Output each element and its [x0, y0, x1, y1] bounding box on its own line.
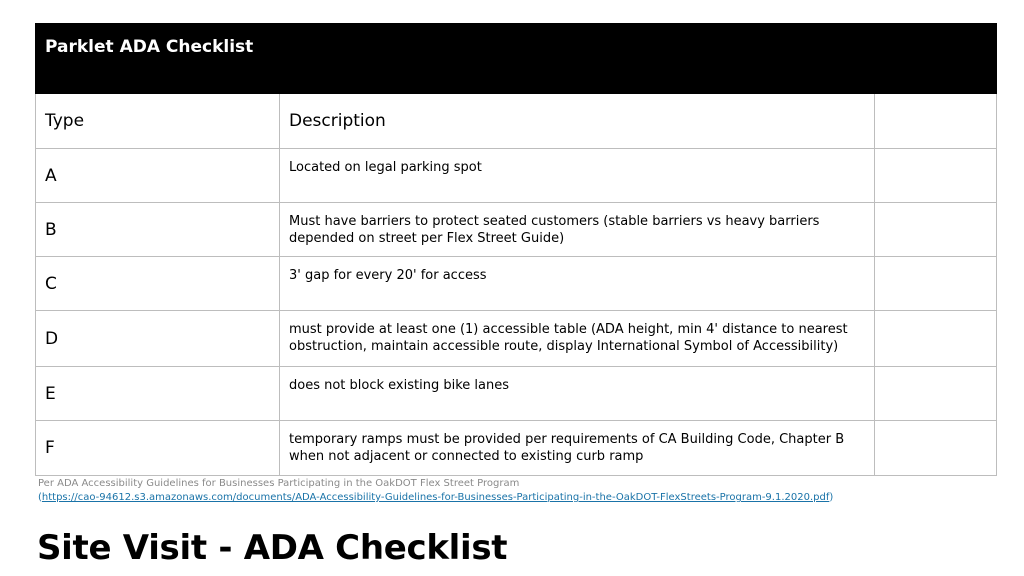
source-note: Per ADA Accessibility Guidelines for Businesses Participating in the OakDOT Flex Street Program	[38, 478, 520, 489]
empty-column-header	[875, 94, 997, 149]
row-description: Must have barriers to protect seated customers (stable barriers vs heavy barriers depended on street per Flex Street Guide)	[280, 203, 875, 257]
row-description: does not block existing bike lanes	[280, 367, 875, 421]
description-column-header: Description	[280, 94, 875, 149]
row-description: must provide at least one (1) accessible table (ADA height, min 4' distance to nearest obstruction, maintain accessible route, display International Symbol of Accessibility)	[280, 311, 875, 367]
table-row	[36, 203, 997, 257]
row-empty-cell	[875, 311, 997, 367]
source-link-line	[38, 491, 833, 504]
row-type: D	[36, 311, 280, 367]
table-title: Parklet ADA Checklist	[36, 24, 280, 94]
row-type: C	[36, 257, 280, 311]
column-header-row	[36, 94, 997, 149]
row-description: Located on legal parking spot	[280, 149, 875, 203]
close-paren: )	[829, 492, 834, 503]
row-empty-cell	[875, 203, 997, 257]
row-type: B	[36, 203, 280, 257]
slide-title: Site Visit - ADA Checklist	[37, 528, 508, 568]
table-row	[36, 311, 997, 367]
row-empty-cell	[875, 367, 997, 421]
table-row	[36, 367, 997, 421]
row-empty-cell	[875, 421, 997, 476]
open-paren: (	[38, 492, 42, 503]
row-description: 3' gap for every 20' for access	[280, 257, 875, 311]
header-empty-cell-2	[875, 24, 997, 94]
table-row	[36, 257, 997, 311]
source-url-link[interactable]: https://cao-94612.s3.amazonaws.com/documents/ADA-Accessibility-Guidelines-for-Businesses-Participating-in-the-OakDOT-FlexStreets-Program-9.1.2020.pdf	[41, 492, 830, 503]
row-type: A	[36, 149, 280, 203]
row-type: E	[36, 367, 280, 421]
row-empty-cell	[875, 257, 997, 311]
row-empty-cell	[875, 149, 997, 203]
row-description: temporary ramps must be provided per requirements of CA Building Code, Chapter B when not adjacent or connected to existing curb ramp	[280, 421, 875, 476]
table-row	[36, 421, 997, 476]
header-empty-cell	[280, 24, 875, 94]
table-row	[36, 149, 997, 203]
row-type: F	[36, 421, 280, 476]
checklist-table	[35, 23, 997, 476]
table-header-row	[36, 24, 997, 94]
type-column-header: Type	[36, 94, 280, 149]
